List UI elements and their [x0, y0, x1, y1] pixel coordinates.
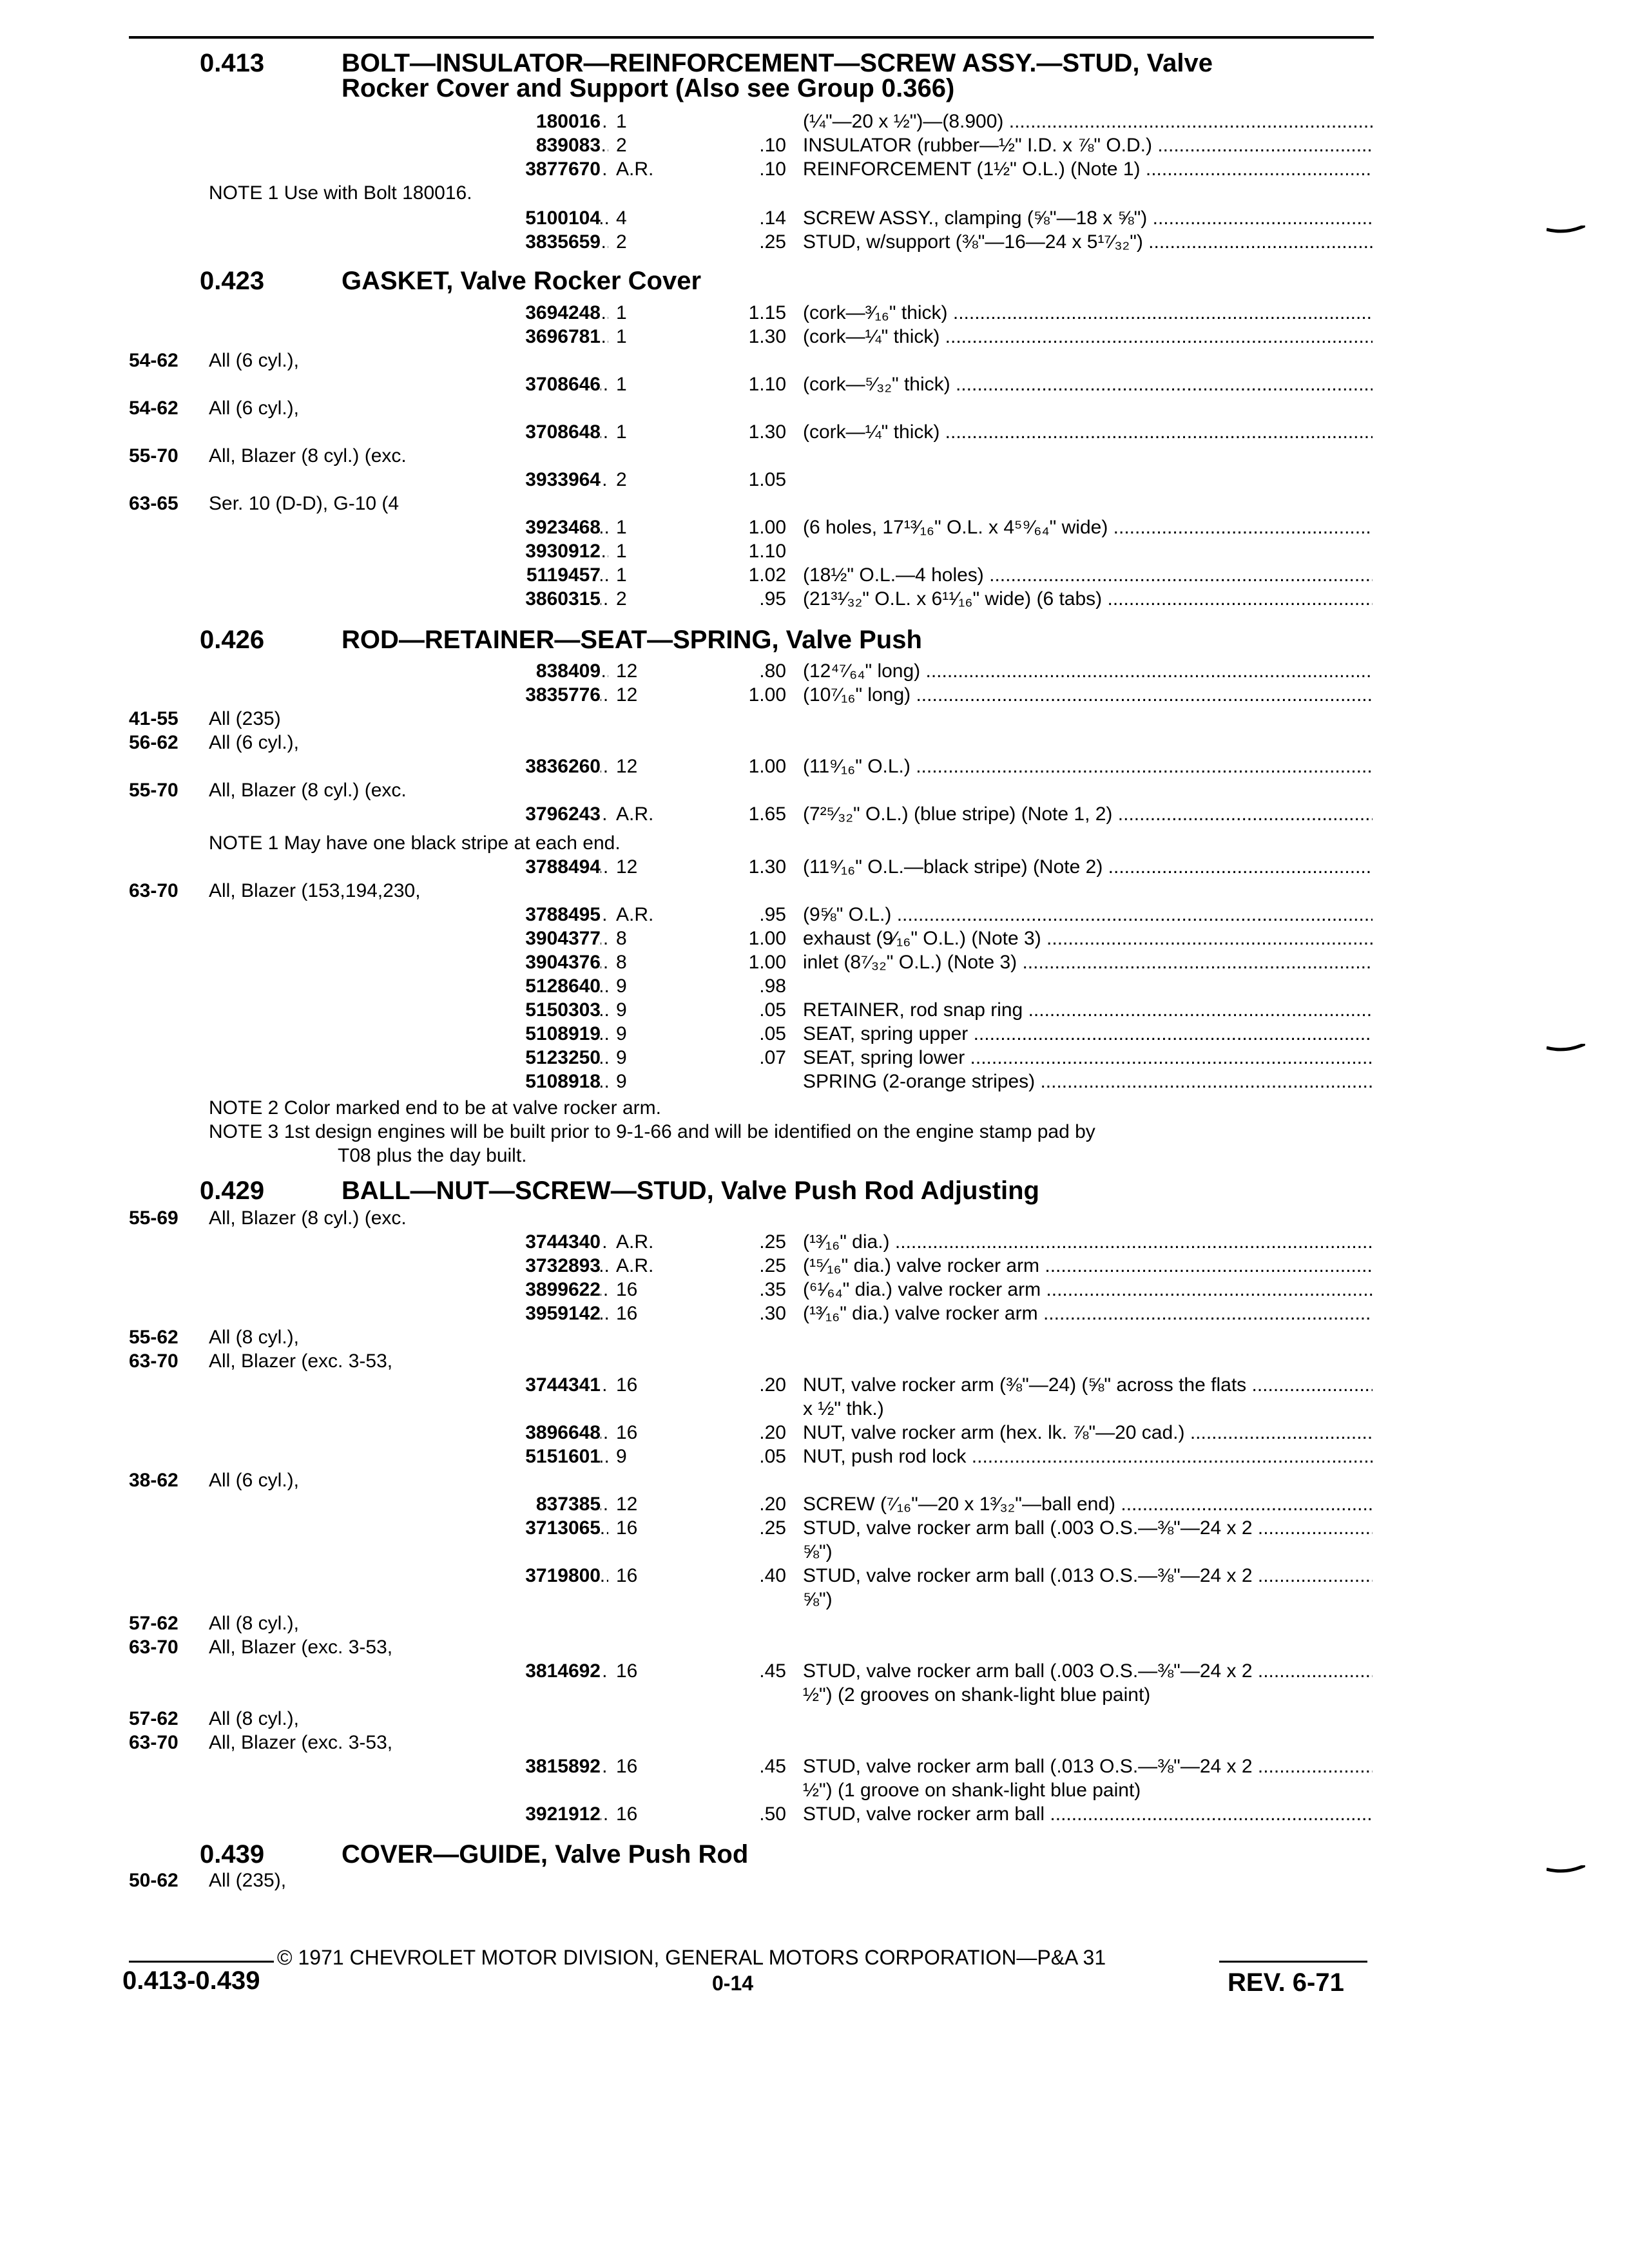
table-row	[129, 1278, 1373, 1302]
model-cell: All (6 cyl.),	[209, 1470, 300, 1491]
quantity-cell: 16	[616, 1374, 638, 1396]
years-cell: 55-70	[129, 445, 178, 466]
model-cell: All, Blazer (exc. 3-53,	[209, 1732, 393, 1753]
table-row	[129, 707, 1373, 731]
description-cell: REINFORCEMENT (1½" O.L.) (Note 1) .....	[803, 157, 1373, 181]
table-row	[129, 492, 1373, 515]
quantity-cell: 12	[616, 756, 638, 777]
table-row	[129, 903, 1373, 927]
table-row	[129, 206, 1373, 230]
years-cell: 55-69	[129, 1207, 178, 1229]
section-title: BOLT—INSULATOR—REINFORCEMENT—SCREW ASSY.—STUD, Valve	[342, 49, 1213, 77]
table-row	[129, 587, 1373, 611]
price-cell: 1.00	[748, 756, 786, 777]
table-row	[129, 1302, 1373, 1325]
price-cell: .45	[759, 1756, 786, 1777]
description-cell: exhaust (9⁄₁₆" O.L.) (Note 3) .....	[803, 927, 1373, 950]
binder-mark-icon	[1547, 1865, 1585, 1877]
description-cell: x ½" thk.)	[803, 1398, 884, 1419]
section-title: GASKET, Valve Rocker Cover	[342, 267, 702, 295]
years-cell: 57-62	[129, 1613, 178, 1634]
section-number: 0.423	[200, 267, 265, 295]
price-cell: 1.05	[748, 469, 786, 490]
model-cell: All (8 cyl.),	[209, 1613, 300, 1634]
table-row	[129, 1588, 1373, 1611]
quantity-cell: 1	[616, 564, 627, 586]
price-cell: .95	[759, 588, 786, 610]
model-cell: All (6 cyl.),	[209, 350, 300, 371]
quantity-cell: 9	[616, 1023, 627, 1044]
part-number-cell: 3904376	[129, 950, 601, 974]
part-number-cell: 3744340	[129, 1230, 601, 1254]
section-0429-heading	[200, 1178, 1039, 1204]
table-row	[129, 420, 1373, 444]
description-cell: SEAT, spring upper .....	[803, 1022, 1373, 1046]
price-cell: 1.65	[748, 803, 786, 825]
note-text: T08 plus the day built.	[338, 1145, 527, 1166]
price-cell: 1.00	[748, 684, 786, 706]
section-0423-heading	[200, 268, 701, 294]
table-row	[129, 927, 1373, 950]
years-cell: 55-70	[129, 780, 178, 801]
description-cell: (¹³⁄₁₆" dia.) valve rocker arm .....	[803, 1302, 1373, 1325]
description-cell: (cork—³⁄₁₆" thick) .....	[803, 301, 1373, 325]
table-row	[129, 998, 1373, 1022]
table-row	[129, 1254, 1373, 1278]
quantity-cell: 8	[616, 952, 627, 973]
part-number-cell: 180016	[129, 110, 601, 133]
part-number-cell: 3744341	[129, 1373, 601, 1397]
footer-page-number: 0-14	[712, 1972, 754, 1995]
part-number-cell: 3921912	[129, 1802, 601, 1826]
description-cell: (cork—⁵⁄₃₂" thick) .....	[803, 372, 1373, 396]
price-cell: 1.30	[748, 856, 786, 878]
price-cell: 1.02	[748, 564, 786, 586]
section-number: 0.413	[200, 49, 265, 77]
part-number-cell: 3930912	[129, 539, 601, 563]
description-cell: ⅝")	[803, 1589, 833, 1610]
note-text: NOTE 1 May have one black stripe at each end.	[209, 832, 621, 854]
quantity-cell: 1	[616, 326, 627, 347]
footer-rule	[129, 1961, 274, 1963]
model-cell: All (235)	[209, 708, 281, 729]
description-cell: (⁶¹⁄₆₄" dia.) valve rocker arm .....	[803, 1278, 1373, 1302]
price-cell: .30	[759, 1303, 786, 1324]
table-row	[129, 515, 1373, 539]
table-row	[129, 778, 1373, 802]
years-cell: 38-62	[129, 1470, 178, 1491]
description-cell: STUD, valve rocker arm ball (.003 O.S.—⅜"—24 x 2 .....	[803, 1659, 1373, 1683]
part-number-cell: 5108918	[129, 1070, 601, 1093]
part-number-cell: 3815892	[129, 1754, 601, 1778]
table-row	[129, 1802, 1373, 1826]
model-cell: All (8 cyl.),	[209, 1327, 300, 1348]
part-number-cell: 3835659	[129, 230, 601, 254]
price-cell: 1.00	[748, 952, 786, 973]
table-row	[129, 1397, 1373, 1421]
price-cell: 1.00	[748, 928, 786, 949]
price-cell: .50	[759, 1803, 786, 1825]
table-row	[129, 468, 1373, 492]
table-row	[129, 1659, 1373, 1683]
quantity-cell: 16	[616, 1660, 638, 1682]
description-cell: SCREW ASSY., clamping (⅝"—18 x ⅝") .....	[803, 206, 1373, 230]
price-cell: .25	[759, 1517, 786, 1539]
price-cell: .20	[759, 1374, 786, 1396]
table-row	[129, 110, 1373, 133]
table-row	[129, 1611, 1373, 1635]
description-cell: (¹⁵⁄₁₆" dia.) valve rocker arm .....	[803, 1254, 1373, 1278]
quantity-cell: 9	[616, 975, 627, 997]
part-number-cell: 3904377	[129, 927, 601, 950]
part-number-cell: 5150303	[129, 998, 601, 1022]
description-cell: SEAT, spring lower .....	[803, 1046, 1373, 1070]
part-number-cell: 3732893	[129, 1254, 601, 1278]
footer-copyright: © 1971 CHEVROLET MOTOR DIVISION, GENERAL MOTORS CORPORATION—P&A 31	[277, 1946, 1106, 1969]
model-cell: All (8 cyl.),	[209, 1708, 300, 1729]
description-cell: INSULATOR (rubber—½" I.D. x ⅞" O.D.) .....	[803, 133, 1373, 157]
quantity-cell: 12	[616, 660, 638, 682]
table-row	[129, 539, 1373, 563]
table-row	[129, 157, 1373, 181]
description-cell: STUD, valve rocker arm ball (.013 O.S.—⅜"—24 x 2 .....	[803, 1754, 1373, 1778]
price-cell: .05	[759, 1446, 786, 1467]
table-row	[129, 1373, 1373, 1397]
part-number-cell: 3788494	[129, 855, 601, 879]
description-cell: (21³¹⁄₃₂" O.L. x 6¹¹⁄₁₆" wide) (6 tabs) .....	[803, 587, 1373, 611]
description-cell: ½") (1 groove on shank-light blue paint)	[803, 1780, 1141, 1801]
price-cell: .20	[759, 1494, 786, 1515]
years-cell: 63-70	[129, 1732, 178, 1753]
price-cell: .40	[759, 1565, 786, 1586]
part-number-cell: 5108919	[129, 1022, 601, 1046]
table-row	[129, 1754, 1373, 1778]
description-cell: (¼"—20 x ½")—(8.900) .....	[803, 110, 1373, 133]
description-cell: SCREW (⁷⁄₁₆"—20 x 1³⁄₃₂"—ball end) .....	[803, 1492, 1373, 1516]
part-number-cell: 3694248	[129, 301, 601, 325]
part-number-cell: 5128640	[129, 974, 601, 998]
price-cell: .98	[759, 975, 786, 997]
years-cell: 63-70	[129, 1350, 178, 1372]
part-number-cell: 3713065	[129, 1516, 601, 1540]
part-number-cell: 5100104	[129, 206, 601, 230]
section-number: 0.426	[200, 626, 265, 654]
table-row	[129, 950, 1373, 974]
part-number-cell: 3923468	[129, 515, 601, 539]
description-cell: NUT, push rod lock .....	[803, 1445, 1373, 1468]
part-number-cell: 3696781	[129, 325, 601, 349]
table-row	[129, 1468, 1373, 1492]
description-cell: NUT, valve rocker arm (⅜"—24) (⅝" across the flats .....	[803, 1373, 1373, 1397]
footer-group-range: 0.413-0.439	[122, 1966, 260, 1995]
price-cell: 1.30	[748, 326, 786, 347]
section-0439-heading	[200, 1841, 748, 1867]
price-cell: .25	[759, 231, 786, 253]
description-cell: (11⁹⁄₁₆" O.L.—black stripe) (Note 2) .....	[803, 855, 1373, 879]
note-text: NOTE 3 1st design engines will be built prior to 9-1-66 and will be identified on the engine stamp pad by	[209, 1121, 1095, 1142]
table-row	[129, 1230, 1373, 1254]
price-cell: .25	[759, 1231, 786, 1253]
table-row	[129, 1707, 1373, 1731]
quantity-cell: 1	[616, 302, 627, 323]
table-row	[129, 659, 1373, 683]
table-row	[129, 372, 1373, 396]
table-row	[129, 1070, 1373, 1093]
description-cell: (12⁴⁷⁄₆₄" long) .....	[803, 659, 1373, 683]
table-row	[129, 1731, 1373, 1754]
quantity-cell: 12	[616, 856, 638, 878]
years-cell: 55-62	[129, 1327, 178, 1348]
price-cell: .25	[759, 1255, 786, 1276]
description-cell: (18½" O.L.—4 holes) .....	[803, 563, 1373, 587]
years-cell: 63-70	[129, 880, 178, 901]
section-subtitle: Rocker Cover and Support (Also see Group 0.366)	[342, 74, 955, 102]
table-row	[129, 563, 1373, 587]
part-number-cell: 3835776	[129, 683, 601, 707]
years-cell: 54-62	[129, 350, 178, 371]
years-cell: 54-62	[129, 398, 178, 419]
part-number-cell: 3788495	[129, 903, 601, 927]
description-cell: (¹³⁄₁₆" dia.) .....	[803, 1230, 1373, 1254]
model-cell: All, Blazer (8 cyl.) (exc.	[209, 780, 407, 801]
years-cell: 63-65	[129, 493, 178, 514]
section-title: ROD—RETAINER—SEAT—SPRING, Valve Push	[342, 626, 922, 654]
part-number-cell: 3836260	[129, 754, 601, 778]
footer-rule	[1219, 1961, 1367, 1963]
model-cell: All (6 cyl.),	[209, 732, 300, 753]
quantity-cell: 1	[616, 421, 627, 443]
description-cell: STUD, valve rocker arm ball (.013 O.S.—⅜"—24 x 2 .....	[803, 1564, 1373, 1588]
table-row	[129, 1516, 1373, 1540]
years-cell: 56-62	[129, 732, 178, 753]
quantity-cell: 9	[616, 1071, 627, 1092]
description-cell: (cork—¼" thick) .....	[803, 325, 1373, 349]
quantity-cell: 2	[616, 469, 627, 490]
price-cell: .20	[759, 1422, 786, 1443]
price-cell: 1.10	[748, 374, 786, 395]
note-text: NOTE 2 Color marked end to be at valve rocker arm.	[209, 1097, 661, 1119]
section-number: 0.439	[200, 1840, 265, 1869]
part-number-cell: 3708648	[129, 420, 601, 444]
quantity-cell: 12	[616, 1494, 638, 1515]
section-title: BALL—NUT—SCREW—STUD, Valve Push Rod Adjusting	[342, 1177, 1039, 1205]
table-row	[129, 396, 1373, 420]
price-cell: .35	[759, 1279, 786, 1300]
section-number: 0.429	[200, 1177, 265, 1205]
quantity-cell: 4	[616, 207, 627, 229]
table-row	[129, 1683, 1373, 1707]
table-row	[129, 754, 1373, 778]
quantity-cell: 1	[616, 374, 627, 395]
quantity-cell: 16	[616, 1517, 638, 1539]
price-cell: .80	[759, 660, 786, 682]
description-cell: ⅝")	[803, 1541, 833, 1562]
table-row	[129, 974, 1373, 998]
quantity-cell: 16	[616, 1422, 638, 1443]
price-cell: .10	[759, 159, 786, 180]
table-row	[129, 879, 1373, 903]
part-number-cell: 838409	[129, 659, 601, 683]
quantity-cell: A.R.	[616, 1255, 654, 1276]
table-row	[129, 1635, 1373, 1659]
table-row	[129, 683, 1373, 707]
quantity-cell: A.R.	[616, 904, 654, 925]
model-cell: All, Blazer (153,194,230,	[209, 880, 421, 901]
years-cell: 57-62	[129, 1708, 178, 1729]
price-cell: .95	[759, 904, 786, 925]
description-cell: (7²⁵⁄₃₂" O.L.) (blue stripe) (Note 1, 2) .....	[803, 802, 1373, 826]
table-row	[129, 1778, 1373, 1802]
model-cell: All, Blazer (exc. 3-53,	[209, 1637, 393, 1658]
part-number-cell: 837385	[129, 1492, 601, 1516]
quantity-cell: 1	[616, 517, 627, 538]
quantity-cell: 2	[616, 231, 627, 253]
description-cell: (10⁷⁄₁₆" long) .....	[803, 683, 1373, 707]
price-cell: 1.30	[748, 421, 786, 443]
table-row	[129, 731, 1373, 754]
description-cell: (11⁹⁄₁₆" O.L.) .....	[803, 754, 1373, 778]
price-cell: .10	[759, 135, 786, 156]
quantity-cell: 1	[616, 541, 627, 562]
section-0413-heading	[200, 50, 1213, 101]
quantity-cell: 2	[616, 588, 627, 610]
part-number-cell: 5123250	[129, 1046, 601, 1070]
price-cell: .07	[759, 1047, 786, 1068]
model-cell: All, Blazer (8 cyl.) (exc.	[209, 1207, 407, 1229]
table-row	[129, 133, 1373, 157]
quantity-cell: 8	[616, 928, 627, 949]
table-row	[129, 855, 1373, 879]
binder-mark-icon	[1547, 226, 1585, 237]
part-number-cell: 3959142	[129, 1302, 601, 1325]
part-number-cell: 839083	[129, 133, 601, 157]
quantity-cell: A.R.	[616, 803, 654, 825]
quantity-cell: 9	[616, 1047, 627, 1068]
note-text: NOTE 1 Use with Bolt 180016.	[209, 182, 472, 204]
model-cell: All (6 cyl.),	[209, 398, 300, 419]
quantity-cell: 9	[616, 999, 627, 1021]
price-cell: .45	[759, 1660, 786, 1682]
price-cell: .05	[759, 999, 786, 1021]
quantity-cell: 16	[616, 1565, 638, 1586]
quantity-cell: 16	[616, 1803, 638, 1825]
table-row	[129, 1325, 1373, 1349]
model-cell: All, Blazer (exc. 3-53,	[209, 1350, 393, 1372]
years-cell: 63-70	[129, 1637, 178, 1658]
price-cell: 1.10	[748, 541, 786, 562]
model-cell: All, Blazer (8 cyl.) (exc.	[209, 445, 407, 466]
part-number-cell: 3899622	[129, 1278, 601, 1302]
table-row	[129, 802, 1373, 826]
price-cell: .14	[759, 207, 786, 229]
description-cell: (6 holes, 17¹³⁄₁₆" O.L. x 4⁵⁹⁄₆₄" wide) .....	[803, 515, 1373, 539]
table-row	[129, 1540, 1373, 1564]
table-row	[129, 349, 1373, 372]
quantity-cell: 16	[616, 1279, 638, 1300]
table-row	[129, 301, 1373, 325]
table-row	[129, 1492, 1373, 1516]
quantity-cell: 2	[616, 135, 627, 156]
table-row	[129, 1349, 1373, 1373]
quantity-cell: 16	[616, 1303, 638, 1324]
footer-revision: REV. 6-71	[1228, 1968, 1344, 1997]
description-cell: STUD, valve rocker arm ball .....	[803, 1802, 1373, 1826]
table-row	[129, 444, 1373, 468]
price-cell: .05	[759, 1023, 786, 1044]
part-number-cell: 5119457	[129, 563, 601, 587]
quantity-cell: 16	[616, 1756, 638, 1777]
years-cell: 41-55	[129, 708, 178, 729]
table-row	[129, 1046, 1373, 1070]
quantity-cell: 1	[616, 111, 627, 132]
description-cell: STUD, w/support (⅜"—16—24 x 5¹⁷⁄₃₂") .....	[803, 230, 1373, 254]
part-number-cell: 3933964	[129, 468, 601, 492]
price-cell: 1.15	[748, 302, 786, 323]
table-row	[129, 1022, 1373, 1046]
part-number-cell: 3877670	[129, 157, 601, 181]
model-cell: All (235),	[209, 1870, 287, 1891]
description-cell: NUT, valve rocker arm (hex. lk. ⅞"—20 cad.) .....	[803, 1421, 1373, 1445]
years-cell: 50-62	[129, 1870, 178, 1891]
table-row	[129, 230, 1373, 254]
table-row	[129, 1445, 1373, 1468]
description-cell: SPRING (2-orange stripes) .....	[803, 1070, 1373, 1093]
table-row	[129, 1421, 1373, 1445]
part-number-cell: 3708646	[129, 372, 601, 396]
section-title: COVER—GUIDE, Valve Push Rod	[342, 1840, 749, 1869]
part-number-cell: 3719800	[129, 1564, 601, 1588]
price-cell: 1.00	[748, 517, 786, 538]
quantity-cell: A.R.	[616, 1231, 654, 1253]
quantity-cell: 9	[616, 1446, 627, 1467]
part-number-cell: 3896648	[129, 1421, 601, 1445]
quantity-cell: A.R.	[616, 159, 654, 180]
description-cell: (9⅝" O.L.) .....	[803, 903, 1373, 927]
description-cell: STUD, valve rocker arm ball (.003 O.S.—⅜"—24 x 2 .....	[803, 1516, 1373, 1540]
description-cell: ½") (2 grooves on shank-light blue paint)	[803, 1684, 1151, 1706]
part-number-cell: 3860315	[129, 587, 601, 611]
part-number-cell: 3814692	[129, 1659, 601, 1683]
model-cell: Ser. 10 (D-D), G-10 (4	[209, 493, 400, 514]
description-cell: (cork—¼" thick) .....	[803, 420, 1373, 444]
table-row	[129, 1869, 1373, 1892]
section-0426-heading	[200, 627, 922, 653]
part-number-cell: 5151601	[129, 1445, 601, 1468]
table-row	[129, 1206, 1373, 1230]
top-rule	[129, 36, 1374, 39]
part-number-cell: 3796243	[129, 802, 601, 826]
description-cell: inlet (8⁷⁄₃₂" O.L.) (Note 3) .....	[803, 950, 1373, 974]
quantity-cell: 12	[616, 684, 638, 706]
table-row	[129, 1564, 1373, 1588]
table-row	[129, 325, 1373, 349]
description-cell: RETAINER, rod snap ring .....	[803, 998, 1373, 1022]
binder-mark-icon	[1547, 1044, 1585, 1055]
